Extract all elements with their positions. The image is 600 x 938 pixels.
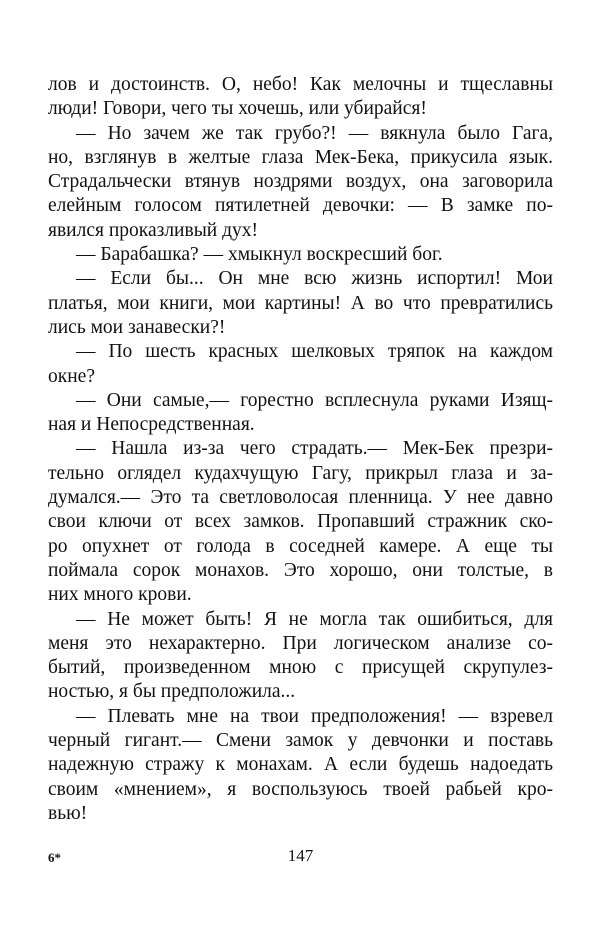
text-line: — Они самые,— горестно всплеснула руками Изящ- (76, 389, 553, 411)
text-line: тельно оглядел кудахчущую Гагу, прикрыл глаза и за- (48, 462, 553, 484)
text-line: — По шесть красных шелковых тряпок на каждом (76, 341, 553, 363)
text-line: люди! Говори, чего ты хочешь, или убирайся! (48, 98, 427, 120)
text-line: — Нашла из-за чего страдать.— Мек-Бек презри- (76, 438, 553, 460)
text-line: — Не может быть! Я не могла так ошибиться, для (76, 608, 553, 630)
text-line: думался.— Это та светловолосая пленница. У нее давно (48, 487, 553, 509)
text-line: лов и достоинств. О, небо! Как мелочны и тщеславны (48, 74, 553, 95)
text-line: — Если бы... Он мне всю жизнь испортил! Мои (76, 268, 553, 290)
text-line: Страдальчески втянув ноздрями воздух, она заговорила (48, 171, 553, 193)
text-line: платья, мои книги, мои картины! А во что превратились (48, 292, 553, 314)
text-line: поймала сорок монахов. Это хорошо, они толстые, в (48, 559, 553, 581)
text-line: черный гигант.— Смени замок у девчонки и поставь (48, 730, 553, 752)
text-line: — Плевать мне на твои предположения! — взревел (76, 705, 553, 727)
text-line: бытий, произведенном мною с присущей скрупулез- (48, 657, 553, 679)
page-number: 147 (287, 846, 314, 865)
text-line: них много крови. (48, 584, 192, 606)
text-line: но, взглянув в желтые глаза Мек-Бека, прикусила язык. (48, 146, 553, 168)
text-line: — Но зачем же так грубо?! — вякнула было Гага, (76, 122, 553, 144)
page-footer (48, 846, 553, 870)
text-line: ностью, я бы предположила... (48, 681, 296, 703)
text-line: меня это нехарактерно. При логическом анализе со- (48, 632, 553, 654)
text-line: надежную стражу к монахам. А если будешь надоедать (48, 754, 553, 776)
text-line: окне? (48, 365, 95, 387)
text-line: елейным голосом пятилетней девочки: — В замке по- (48, 195, 553, 217)
text-line: свои ключи от всех замков. Пропавший стражник ско- (48, 511, 553, 533)
text-line: ро опухнет от голода в соседней камере. А еще ты (48, 535, 553, 557)
text-line: ная и Непосредственная. (48, 414, 255, 436)
page-body (48, 73, 553, 826)
text-line: лись мои занавески?! (48, 316, 226, 338)
text-line: — Барабашка? — хмыкнул воскресший бог. (76, 244, 443, 266)
signature-mark: 6* (48, 850, 61, 865)
text-line: своим «мнением», я воспользуюсь твоей рабьей кро- (48, 778, 553, 800)
text-line: вью! (48, 802, 88, 824)
text-line: явился проказливый дух! (48, 219, 259, 241)
